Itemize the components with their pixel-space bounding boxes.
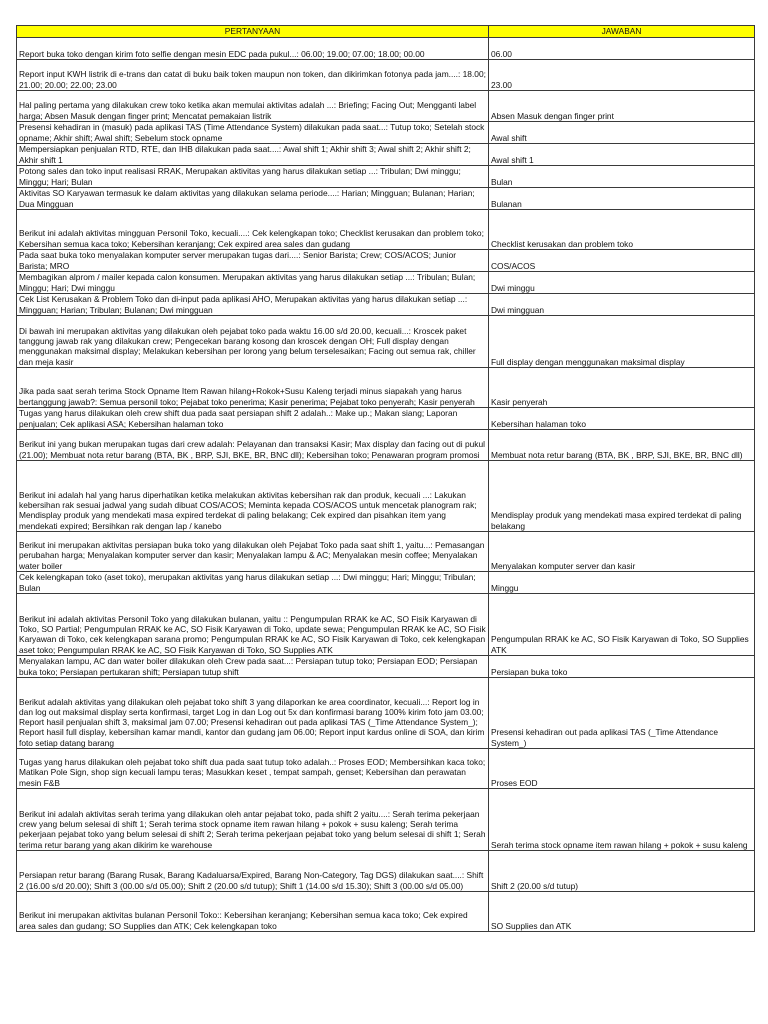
question-cell: Berikut ini merupakan aktivitas persiapan buka toko yang dilakukan oleh Pejabat Toko pada saat shift 1, yaitu...: Pemasangan perubahan harga; Menyalakan komputer server dan kasir; Menyalakan lampu & AC; Menyalakan mesin coffee; Menyalakan water boiler xyxy=(17,532,489,572)
question-cell: Potong sales dan toko input realisasi RRAK, Merupakan aktivitas yang harus dilakukan setiap ...: Tribulan; Dwi minggu; Minggu; Hari; Bulan xyxy=(17,166,489,188)
answer-cell: Full display dengan menggunakan maksimal display xyxy=(489,316,755,368)
answer-cell: Awal shift xyxy=(489,122,755,144)
question-cell: Tugas yang harus dilakukan oleh pejabat toko shift dua pada saat tutup toko adalah..: Proses EOD; Membersihkan kaca toko; Matikan Pole Sign, shop sign kecuali lampu teras; Masukkan keset , tempat sampah, genset; Kebersihan dan perawatan mesin F&B xyxy=(17,749,489,789)
question-cell: Pada saat buka toko menyalakan komputer server merupakan tugas dari....: Senior Barista; Crew; COS/ACOS; Junior Barista; MRO xyxy=(17,250,489,272)
answer-cell: Pengumpulan RRAK ke AC, SO Fisik Karyawan di Toko, SO Supplies ATK xyxy=(489,594,755,656)
table-row xyxy=(17,789,755,851)
answer-cell: Checklist kerusakan dan problem toko xyxy=(489,210,755,250)
table-row xyxy=(17,430,755,461)
question-cell: Jika pada saat serah terima Stock Opname Item Rawan hilang+Rokok+Susu Kaleng terjadi minus siapakah yang harus bertanggung jawab?: Semua personil toko; Pejabat toko penerima; Kasir penerima; Pejabat toko penyerah; Kasir penyerah xyxy=(17,368,489,408)
table-row xyxy=(17,368,755,408)
table-row xyxy=(17,851,755,892)
table-row xyxy=(17,892,755,932)
question-cell: Di bawah ini merupakan aktivitas yang dilakukan oleh pejabat toko pada waktu 16.00 s/d 20.00, kecuali...: Kroscek paket tanggung jawab rak yang dilakukan crew; Pengecekan barang kosong dan kroscek dengan OH; Full display dengan menggunakan maksimal display; Melakukan kebersihan per lorong yang belum terselesaikan; Facing out semua rak, chiller dan meja kasir xyxy=(17,316,489,368)
table-row xyxy=(17,656,755,678)
question-cell: Mempersiapkan penjualan RTD, RTE, dan IHB dilakukan pada saat....: Awal shift 1; Akhir shift 3; Awal shift 2; Akhir shift 2; Akhir shift 1 xyxy=(17,144,489,166)
table-row xyxy=(17,594,755,656)
answer-cell: Absen Masuk dengan finger print xyxy=(489,91,755,122)
question-cell: Report input KWH listrik di e-trans dan catat di buku baik token maupun non token, dan dikirimkan fotonya pada jam....: 18.00; 21.00; 20.00; 22.00; 23.00 xyxy=(17,60,489,91)
answer-cell: 23.00 xyxy=(489,60,755,91)
answer-cell: Menyalakan komputer server dan kasir xyxy=(489,532,755,572)
table-row xyxy=(17,210,755,250)
answer-cell: COS/ACOS xyxy=(489,250,755,272)
answer-column-header: JAWABAN xyxy=(489,26,755,38)
answer-cell: Shift 2 (20.00 s/d tutup) xyxy=(489,851,755,892)
table-row xyxy=(17,122,755,144)
table-row xyxy=(17,60,755,91)
question-cell: Presensi kehadiran in (masuk) pada aplikasi TAS (Time Attendance System) dilakukan pada saat...: Tutup toko; Setelah stock opname; Akhir shift; Awal shift; Sebelum stock opname xyxy=(17,122,489,144)
answer-cell: Proses EOD xyxy=(489,749,755,789)
answer-cell: Kasir penyerah xyxy=(489,368,755,408)
table-row xyxy=(17,272,755,294)
table-row xyxy=(17,749,755,789)
question-cell: Cek List Kerusakan & Problem Toko dan di-input pada aplikasi AHO, Merupakan aktivitas yang harus dilakukan setiap ...: Mingguan; Harian; Tribulan; Bulanan; Dwi mingguan xyxy=(17,294,489,316)
question-cell: Report buka toko dengan kirim foto selfie dengan mesin EDC pada pukul...: 06.00; 19.00; 07.00; 18.00; 00.00 xyxy=(17,38,489,60)
table-row xyxy=(17,250,755,272)
answer-cell: Minggu xyxy=(489,572,755,594)
answer-cell: Mendisplay produk yang mendekati masa expired terdekat di paling belakang xyxy=(489,461,755,532)
answer-cell: Kebersihan halaman toko xyxy=(489,408,755,430)
answer-cell: Dwi minggu xyxy=(489,272,755,294)
question-cell: Berikut ini adalah aktivitas Personil Toko yang dilakukan bulanan, yaitu :: Pengumpulan RRAK ke AC, SO Fisik Karyawan di Toko, SO Partial; Pengumpulan RRAK ke AC, SO Fisik Karyawan di Toko, update sewa; Pengumpulan RRAK ke AC, SO Fisik Karyawan di Toko, cek kelengkapan sarana promo; Pengumpulan RRAK ke AC, SO Fisik Karyawan di Toko, cek kelengkapan aset toko; Pengumpulan RRAK ke AC, SO Fisik Karyawan di Toko, SO Supplies ATK xyxy=(17,594,489,656)
table-row xyxy=(17,572,755,594)
qa-body xyxy=(17,38,755,932)
answer-cell: Bulan xyxy=(489,166,755,188)
table-row xyxy=(17,678,755,749)
answer-cell: Membuat nota retur barang (BTA, BK , BRP, SJI, BKE, BR, BNC dll) xyxy=(489,430,755,461)
answer-cell: Dwi mingguan xyxy=(489,294,755,316)
question-cell: Aktivitas SO Karyawan termasuk ke dalam aktivitas yang dilakukan selama periode....: Harian; Mingguan; Bulanan; Harian; Dua Mingguan xyxy=(17,188,489,210)
question-cell: Menyalakan lampu, AC dan water boiler dilakukan oleh Crew pada saat...: Persiapan tutup toko; Persiapan EOD; Persiapan buka toko; Persiapan pertukaran shift; Persiapan tutup shift xyxy=(17,656,489,678)
question-cell: Berikut ini adalah aktivitas serah terima yang dilakukan oleh antar pejabat toko, pada shift 2 yaitu....: Serah terima pekerjaan crew yang belum selesai di shift 1; Serah terima stock opname item rawan hilang + pokok + susu kaleng; Serah terima pekerjaan pejabat toko yang belum selesai di shift 2; Serah terima pekerjaan pejabat toko yang belum selesai di shift 1; Serah terima retur barang yang akan dikirim ke warehouse xyxy=(17,789,489,851)
table-row xyxy=(17,38,755,60)
question-cell: Tugas yang harus dilakukan oleh crew shift dua pada saat persiapan shift 2 adalah..: Make up.; Makan siang; Laporan penjualan; Cek aplikasi ASA; Kebersihan halaman toko xyxy=(17,408,489,430)
question-cell: Berikut ini yang bukan merupakan tugas dari crew adalah: Pelayanan dan transaksi Kasir; Max display dan facing out di pukul (21.00); Membuat nota retur barang (BTA, BK , BRP, SJI, BKE, BR, BNC dll); Kebersihan toko; Penawaran program promosi xyxy=(17,430,489,461)
question-cell: Persiapan retur barang (Barang Rusak, Barang Kadaluarsa/Expired, Barang Non-Category, Tag DGS) dilakukan saat....: Shift 2 (16.00 s/d 20.00); Shift 3 (00.00 s/d 05.00); Shift 2 (20.00 s/d tutup); Shift 1 (14.00 s/d 15.30); Shift 3 (00.00 s/d 05.00) xyxy=(17,851,489,892)
table-row xyxy=(17,294,755,316)
answer-cell: Bulanan xyxy=(489,188,755,210)
table-row xyxy=(17,316,755,368)
answer-cell: Serah terima stock opname item rawan hilang + pokok + susu kaleng xyxy=(489,789,755,851)
answer-cell: SO Supplies dan ATK xyxy=(489,892,755,932)
table-row xyxy=(17,461,755,532)
table-row xyxy=(17,188,755,210)
table-row xyxy=(17,91,755,122)
table-row xyxy=(17,532,755,572)
qa-table xyxy=(16,25,755,932)
answer-cell: Presensi kehadiran out pada aplikasi TAS (_Time Attendance System_) xyxy=(489,678,755,749)
question-cell: Berikut adalah aktivitas yang dilakukan oleh pejabat toko shift 3 yang dilaporkan ke area coordinator, kecuali...: Report log in dan log out maksimal display serta konfirmasi, target Log in dan Log out 5x dan konfirmasi barang 100% kirim foto jam 03.00; Report hasil penjualan shift 3, maksimal jam 07.00; Presensi kehadiran out pada aplikasi TAS (_Time Attendance System_); Report hasil full display, kebersihan kamar mandi, kantor dan gudang jam 06.00; Report input kardus online di SOA, dan kirim foto setiap datang barang xyxy=(17,678,489,749)
table-row xyxy=(17,166,755,188)
question-column-header: PERTANYAAN xyxy=(17,26,489,38)
answer-cell: Awal shift 1 xyxy=(489,144,755,166)
question-cell: Berikut ini merupakan aktivitas bulanan Personil Toko:: Kebersihan keranjang; Kebersihan semua kaca toko; Cek expired area sales dan gudang; SO Supplies dan ATK; Cek kelengkapan toko xyxy=(17,892,489,932)
answer-cell: 06.00 xyxy=(489,38,755,60)
question-cell: Hal paling pertama yang dilakukan crew toko ketika akan memulai aktivitas adalah ...: Briefing; Facing Out; Mengganti label harga; Absen Masuk dengan finger print; Mencatat pemakaian listrik xyxy=(17,91,489,122)
header-row xyxy=(17,26,755,38)
question-cell: Berikut ini adalah aktivitas mingguan Personil Toko, kecuali....: Cek kelengkapan toko; Checklist kerusakan dan problem toko; Kebersihan semua kaca toko; Kebersihan keranjang; Cek expired area sales dan gudang xyxy=(17,210,489,250)
answer-cell: Persiapan buka toko xyxy=(489,656,755,678)
question-cell: Cek kelengkapan toko (aset toko), merupakan aktivitas yang harus dilakukan setiap ...: Dwi minggu; Hari; Minggu; Tribulan; Bulan xyxy=(17,572,489,594)
table-row xyxy=(17,408,755,430)
question-cell: Membagikan alprom / mailer kepada calon konsumen. Merupakan aktivitas yang harus dilakukan setiap ...: Tribulan; Bulan; Minggu; Hari; Dwi minggu xyxy=(17,272,489,294)
table-row xyxy=(17,144,755,166)
question-cell: Berikut ini adalah hal yang harus diperhatikan ketika melakukan aktivitas kebersihan rak dan produk, kecuali ...: Lakukan kebersihan rak sesuai jadwal yang sudah dibuat COS/ACOS; Meminta kepada COS/ACOS untuk mencetak planogram rak; Mendisplay produk yang mendekati masa expired terdekat di paling belakang; Cek expired dan pisahkan item yang mendekati expired; Bersihkan rak dengan lap / kanebo xyxy=(17,461,489,532)
